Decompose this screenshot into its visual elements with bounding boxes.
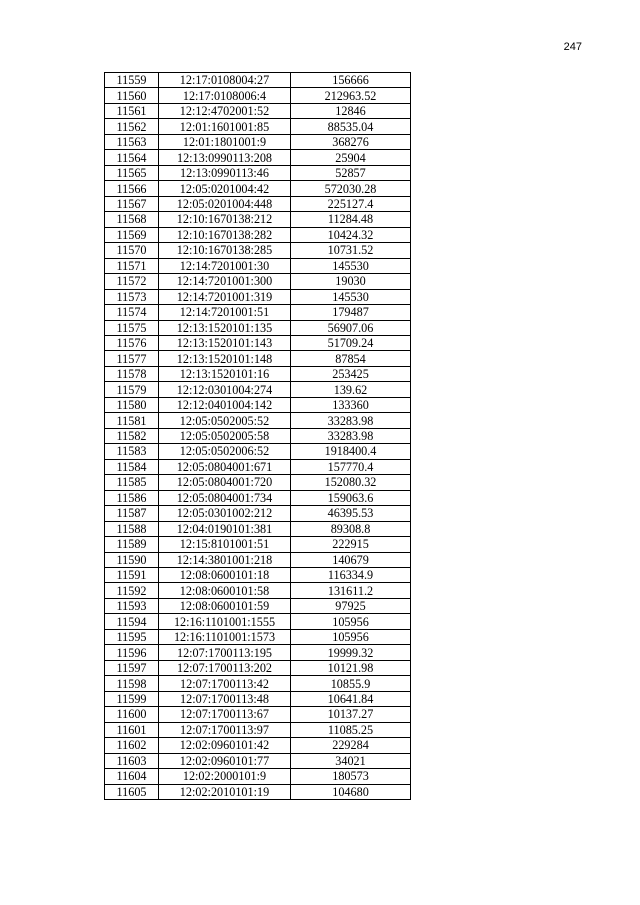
cadastral-number-cell: 12:07:1700113:202 (159, 660, 291, 675)
table-row (105, 181, 411, 196)
row-number-cell: 11570 (105, 243, 159, 258)
table-row (105, 707, 411, 722)
amount-cell: 1918400.4 (291, 444, 411, 459)
table-row (105, 660, 411, 675)
table-row (105, 598, 411, 613)
amount-cell: 33283.98 (291, 428, 411, 443)
table-row (105, 614, 411, 629)
cadastral-number-cell: 12:07:1700113:42 (159, 676, 291, 691)
row-number-cell: 11567 (105, 196, 159, 211)
cadastral-number-cell: 12:07:1700113:195 (159, 645, 291, 660)
table-row (105, 521, 411, 536)
table-row (105, 722, 411, 737)
cadastral-number-cell: 12:08:0600101:59 (159, 598, 291, 613)
amount-cell: 88535.04 (291, 119, 411, 134)
amount-cell: 105956 (291, 629, 411, 644)
amount-cell: 52857 (291, 165, 411, 180)
amount-cell: 10731.52 (291, 243, 411, 258)
row-number-cell: 11590 (105, 552, 159, 567)
table-row (105, 243, 411, 258)
table-row (105, 119, 411, 134)
cadastral-number-cell: 12:17:0108004:27 (159, 73, 291, 88)
amount-cell: 10137.27 (291, 707, 411, 722)
amount-cell: 19999.32 (291, 645, 411, 660)
cadastral-number-cell: 12:07:1700113:48 (159, 691, 291, 706)
table-row (105, 165, 411, 180)
row-number-cell: 11601 (105, 722, 159, 737)
cadastral-number-cell: 12:14:7201001:319 (159, 289, 291, 304)
amount-cell: 104680 (291, 784, 411, 799)
amount-cell: 19030 (291, 274, 411, 289)
cadastral-number-cell: 12:14:7201001:300 (159, 274, 291, 289)
cadastral-number-cell: 12:01:1801001:9 (159, 134, 291, 149)
row-number-cell: 11559 (105, 73, 159, 88)
row-number-cell: 11600 (105, 707, 159, 722)
row-number-cell: 11603 (105, 753, 159, 768)
cadastral-number-cell: 12:02:2010101:19 (159, 784, 291, 799)
cadastral-number-cell: 12:05:0502006:52 (159, 444, 291, 459)
amount-cell: 157770.4 (291, 459, 411, 474)
cadastral-number-cell: 12:10:1670138:285 (159, 243, 291, 258)
cadastral-number-cell: 12:07:1700113:67 (159, 707, 291, 722)
cadastral-number-cell: 12:12:0401004:142 (159, 397, 291, 412)
table-row (105, 212, 411, 227)
row-number-cell: 11560 (105, 88, 159, 103)
amount-cell: 105956 (291, 614, 411, 629)
cadastral-number-cell: 12:16:1101001:1555 (159, 614, 291, 629)
table-row (105, 289, 411, 304)
row-number-cell: 11598 (105, 676, 159, 691)
table-row (105, 444, 411, 459)
row-number-cell: 11586 (105, 490, 159, 505)
cadastral-number-cell: 12:13:0990113:46 (159, 165, 291, 180)
table-row (105, 227, 411, 242)
cadastral-number-cell: 12:13:1520101:143 (159, 335, 291, 350)
amount-cell: 89308.8 (291, 521, 411, 536)
amount-cell: 179487 (291, 305, 411, 320)
amount-cell: 11284.48 (291, 212, 411, 227)
amount-cell: 10424.32 (291, 227, 411, 242)
row-number-cell: 11572 (105, 274, 159, 289)
cadastral-number-cell: 12:14:3801001:218 (159, 552, 291, 567)
row-number-cell: 11591 (105, 568, 159, 583)
amount-cell: 10855.9 (291, 676, 411, 691)
page-number: 247 (563, 41, 582, 53)
row-number-cell: 11589 (105, 537, 159, 552)
cadastral-number-cell: 12:10:1670138:212 (159, 212, 291, 227)
cadastral-number-cell: 12:13:1520101:148 (159, 351, 291, 366)
amount-cell: 152080.32 (291, 475, 411, 490)
cadastral-number-cell: 12:05:0201004:448 (159, 196, 291, 211)
table-row (105, 568, 411, 583)
row-number-cell: 11561 (105, 103, 159, 118)
table-row (105, 150, 411, 165)
cadastral-number-cell: 12:05:0301002:212 (159, 506, 291, 521)
row-number-cell: 11605 (105, 784, 159, 799)
amount-cell: 222915 (291, 537, 411, 552)
row-number-cell: 11585 (105, 475, 159, 490)
amount-cell: 225127.4 (291, 196, 411, 211)
amount-cell: 116334.9 (291, 568, 411, 583)
table-row (105, 335, 411, 350)
cadastral-number-cell: 12:12:0301004:274 (159, 382, 291, 397)
cadastral-number-cell: 12:14:7201001:51 (159, 305, 291, 320)
table-row (105, 490, 411, 505)
row-number-cell: 11596 (105, 645, 159, 660)
table-row (105, 428, 411, 443)
amount-cell: 34021 (291, 753, 411, 768)
cadastral-number-cell: 12:05:0804001:720 (159, 475, 291, 490)
table-row (105, 196, 411, 211)
row-number-cell: 11577 (105, 351, 159, 366)
row-number-cell: 11578 (105, 366, 159, 381)
table-row (105, 103, 411, 118)
amount-cell: 46395.53 (291, 506, 411, 521)
row-number-cell: 11584 (105, 459, 159, 474)
row-number-cell: 11574 (105, 305, 159, 320)
cadastral-number-cell: 12:05:0804001:671 (159, 459, 291, 474)
row-number-cell: 11569 (105, 227, 159, 242)
amount-cell: 87854 (291, 351, 411, 366)
cadastral-number-cell: 12:08:0600101:18 (159, 568, 291, 583)
row-number-cell: 11563 (105, 134, 159, 149)
row-number-cell: 11597 (105, 660, 159, 675)
cadastral-number-cell: 12:13:1520101:16 (159, 366, 291, 381)
cadastral-number-cell: 12:02:2000101:9 (159, 769, 291, 784)
row-number-cell: 11565 (105, 165, 159, 180)
row-number-cell: 11576 (105, 335, 159, 350)
amount-cell: 229284 (291, 738, 411, 753)
table-row (105, 134, 411, 149)
row-number-cell: 11593 (105, 598, 159, 613)
table-row (105, 382, 411, 397)
row-number-cell: 11579 (105, 382, 159, 397)
cadastral-number-cell: 12:05:0804001:734 (159, 490, 291, 505)
row-number-cell: 11571 (105, 258, 159, 273)
amount-cell: 12846 (291, 103, 411, 118)
data-table (104, 72, 411, 800)
row-number-cell: 11581 (105, 413, 159, 428)
table-row (105, 88, 411, 103)
cadastral-number-cell: 12:15:8101001:51 (159, 537, 291, 552)
cadastral-number-cell: 12:14:7201001:30 (159, 258, 291, 273)
table-row (105, 753, 411, 768)
table-row (105, 676, 411, 691)
row-number-cell: 11602 (105, 738, 159, 753)
amount-cell: 51709.24 (291, 335, 411, 350)
table-body (105, 73, 411, 800)
row-number-cell: 11587 (105, 506, 159, 521)
row-number-cell: 11582 (105, 428, 159, 443)
row-number-cell: 11564 (105, 150, 159, 165)
amount-cell: 139.62 (291, 382, 411, 397)
cadastral-number-cell: 12:08:0600101:58 (159, 583, 291, 598)
amount-cell: 212963.52 (291, 88, 411, 103)
amount-cell: 145530 (291, 258, 411, 273)
table-row (105, 629, 411, 644)
row-number-cell: 11575 (105, 320, 159, 335)
row-number-cell: 11583 (105, 444, 159, 459)
amount-cell: 11085.25 (291, 722, 411, 737)
table-row (105, 645, 411, 660)
table-row (105, 583, 411, 598)
cadastral-number-cell: 12:02:0960101:42 (159, 738, 291, 753)
row-number-cell: 11580 (105, 397, 159, 412)
row-number-cell: 11592 (105, 583, 159, 598)
table-row (105, 738, 411, 753)
row-number-cell: 11566 (105, 181, 159, 196)
row-number-cell: 11595 (105, 629, 159, 644)
amount-cell: 159063.6 (291, 490, 411, 505)
amount-cell: 131611.2 (291, 583, 411, 598)
row-number-cell: 11604 (105, 769, 159, 784)
table-row (105, 413, 411, 428)
table-row (105, 506, 411, 521)
table-row (105, 691, 411, 706)
table-row (105, 769, 411, 784)
table-row (105, 320, 411, 335)
amount-cell: 56907.06 (291, 320, 411, 335)
table-row (105, 552, 411, 567)
row-number-cell: 11594 (105, 614, 159, 629)
amount-cell: 97925 (291, 598, 411, 613)
row-number-cell: 11599 (105, 691, 159, 706)
row-number-cell: 11562 (105, 119, 159, 134)
amount-cell: 33283.98 (291, 413, 411, 428)
cadastral-number-cell: 12:13:1520101:135 (159, 320, 291, 335)
amount-cell: 145530 (291, 289, 411, 304)
amount-cell: 253425 (291, 366, 411, 381)
cadastral-number-cell: 12:04:0190101:381 (159, 521, 291, 536)
cadastral-number-cell: 12:12:4702001:52 (159, 103, 291, 118)
amount-cell: 572030.28 (291, 181, 411, 196)
cadastral-number-cell: 12:10:1670138:282 (159, 227, 291, 242)
row-number-cell: 11573 (105, 289, 159, 304)
cadastral-number-cell: 12:02:0960101:77 (159, 753, 291, 768)
cadastral-number-cell: 12:05:0201004:42 (159, 181, 291, 196)
table-row (105, 459, 411, 474)
amount-cell: 140679 (291, 552, 411, 567)
table-row (105, 274, 411, 289)
cadastral-number-cell: 12:05:0502005:58 (159, 428, 291, 443)
table-row (105, 73, 411, 88)
cadastral-number-cell: 12:07:1700113:97 (159, 722, 291, 737)
row-number-cell: 11588 (105, 521, 159, 536)
amount-cell: 180573 (291, 769, 411, 784)
amount-cell: 10641.84 (291, 691, 411, 706)
table-row (105, 475, 411, 490)
table-row (105, 397, 411, 412)
table-row (105, 366, 411, 381)
row-number-cell: 11568 (105, 212, 159, 227)
table-row (105, 305, 411, 320)
table-row (105, 258, 411, 273)
amount-cell: 156666 (291, 73, 411, 88)
table-row (105, 784, 411, 799)
cadastral-number-cell: 12:13:0990113:208 (159, 150, 291, 165)
amount-cell: 368276 (291, 134, 411, 149)
cadastral-number-cell: 12:05:0502005:52 (159, 413, 291, 428)
table-row (105, 537, 411, 552)
table-row (105, 351, 411, 366)
amount-cell: 133360 (291, 397, 411, 412)
cadastral-number-cell: 12:16:1101001:1573 (159, 629, 291, 644)
amount-cell: 10121.98 (291, 660, 411, 675)
cadastral-number-cell: 12:01:1601001:85 (159, 119, 291, 134)
cadastral-number-cell: 12:17:0108006:4 (159, 88, 291, 103)
amount-cell: 25904 (291, 150, 411, 165)
